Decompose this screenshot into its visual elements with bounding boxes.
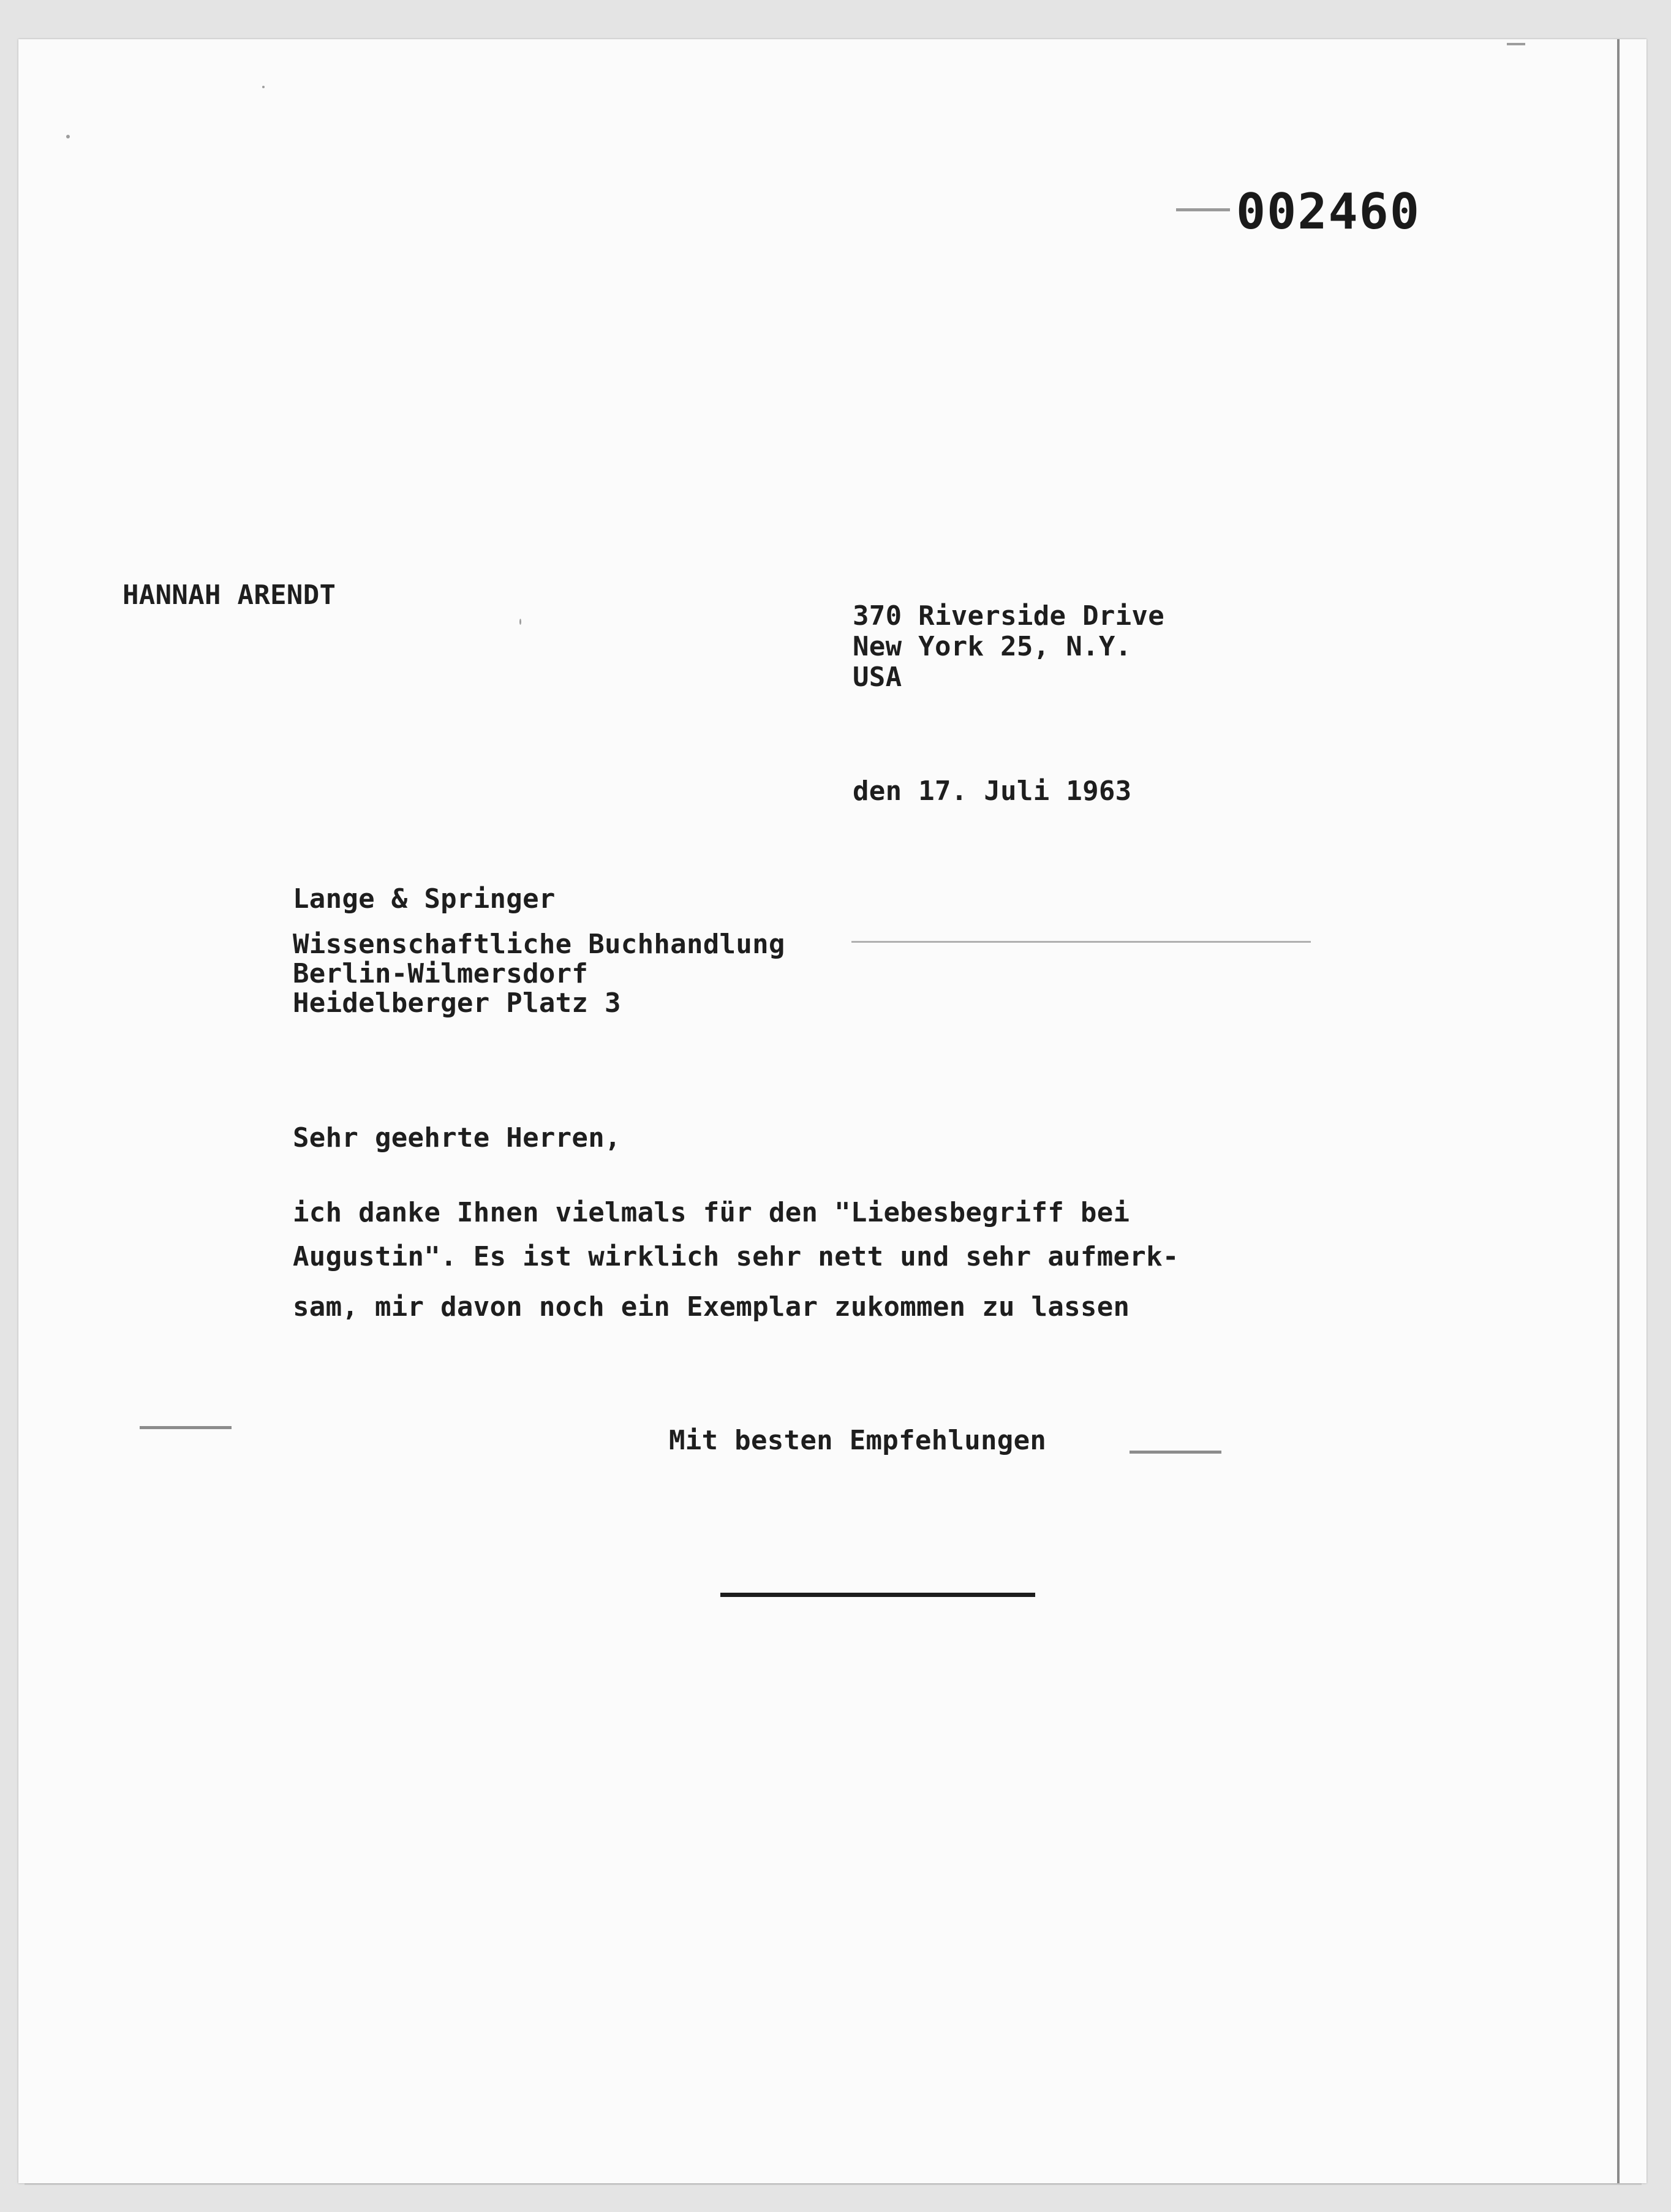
- body-line-2: Augustin". Es ist wirklich sehr nett und sehr aufmerk-: [293, 1241, 1179, 1272]
- margin-mark-right: [1130, 1451, 1221, 1454]
- scan-speck: [262, 86, 265, 88]
- sender-city: New York 25, N.Y.: [853, 631, 1132, 662]
- letter-date: den 17. Juli 1963: [853, 776, 1132, 807]
- body-line-1: ich danke Ihnen vielmals für den "Liebesbegriff bei: [293, 1197, 1130, 1228]
- salutation: Sehr geehrte Herren,: [293, 1122, 621, 1153]
- letter-page: [18, 39, 1646, 2183]
- scan-speck: [519, 619, 521, 625]
- page-edge-line: [1617, 39, 1620, 2183]
- recipient-line-2: Wissenschaftliche Buchhandlung: [293, 929, 785, 960]
- closing: Mit besten Empfehlungen: [669, 1425, 1047, 1456]
- sender-country: USA: [853, 662, 902, 693]
- document-number: 002460: [1236, 183, 1420, 240]
- document-number-dash: [1176, 208, 1230, 211]
- scan-streak: [851, 941, 1311, 943]
- scan-speck: [66, 135, 70, 138]
- margin-mark-left: [140, 1426, 232, 1429]
- sender-name: HANNAH ARENDT: [123, 579, 336, 611]
- sender-street: 370 Riverside Drive: [853, 600, 1165, 632]
- recipient-line-1: Lange & Springer: [293, 883, 556, 915]
- signature-line: [720, 1593, 1035, 1597]
- recipient-line-4: Heidelberger Platz 3: [293, 987, 621, 1019]
- recipient-line-3: Berlin-Wilmersdorf: [293, 958, 589, 989]
- scan-speck: [1507, 43, 1525, 45]
- body-line-3: sam, mir davon noch ein Exemplar zukommen zu lassen: [293, 1291, 1130, 1323]
